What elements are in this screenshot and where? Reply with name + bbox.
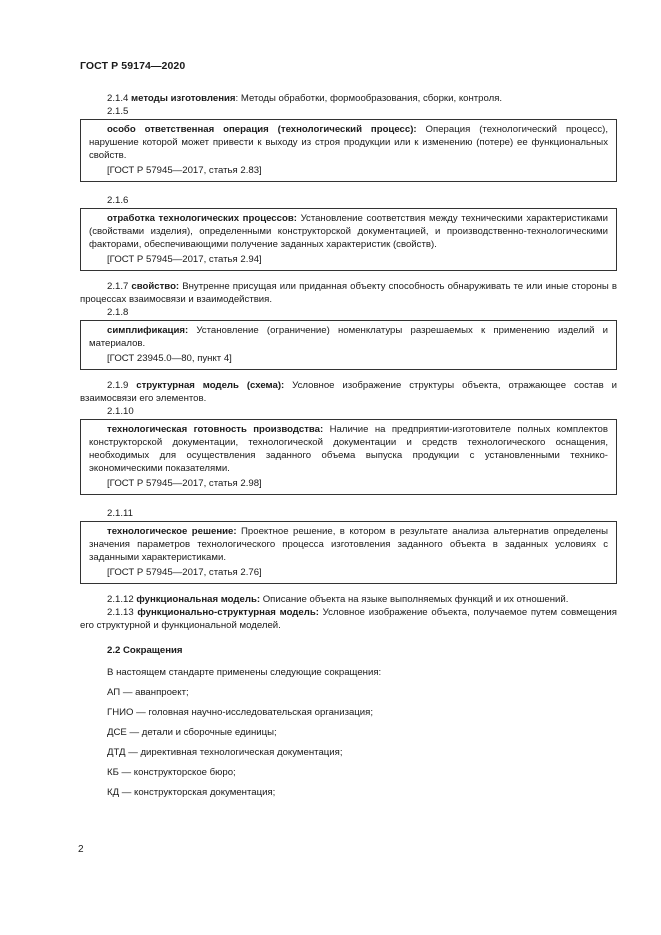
abbreviation-item: АП — аванпроект; — [107, 687, 189, 698]
term-name: функционально-структурная модель: — [137, 607, 319, 618]
term-source: [ГОСТ Р 57945—2017, статья 2.83] — [107, 165, 262, 176]
term-name: технологическая готовность производства: — [107, 424, 324, 435]
term-source: [ГОСТ Р 57945—2017, статья 2.76] — [107, 567, 262, 578]
term-source: [ГОСТ Р 57945—2017, статья 2.94] — [107, 254, 262, 265]
term-name: функциональная модель: — [136, 594, 261, 605]
term-number-2-1-8: 2.1.8 — [107, 307, 129, 318]
term-name: методы изготовления — [131, 93, 236, 104]
section-title: 2.2 Сокращения — [107, 645, 183, 656]
term-2-1-9: 2.1.9 структурная модель (схема): Условное изображение структуры объекта, отражающее состав и взаимосвязи его элементов. — [80, 380, 617, 404]
term-source: [ГОСТ Р 57945—2017, статья 2.98] — [107, 478, 262, 489]
term-number-2-1-11: 2.1.11 — [107, 508, 133, 519]
term-box-2-1-8 — [80, 320, 617, 370]
term-name: отработка технологических процессов: — [107, 213, 297, 224]
term-2-1-4: 2.1.4 методы изготовления: Методы обработки, формообразования, сборки, контроля. — [107, 93, 503, 104]
term-2-1-7: 2.1.7 свойство: Внутренне присущая или приданная объекту способность обнаруживать те или иные стороны в процессах взаимосвязи и взаимодействия. — [80, 281, 617, 305]
term-2-1-12: 2.1.12 функциональная модель: Описание объекта на языке выполняемых функций и их отношений. — [107, 594, 569, 605]
term-number-2-1-10: 2.1.10 — [107, 406, 134, 417]
abbreviation-item: ГНИО — головная научно-исследовательская организация; — [107, 707, 374, 718]
term-source: [ГОСТ 23945.0—80, пункт 4] — [107, 353, 232, 364]
term-definition: симплификация: Установление (ограничение) номенклатуры разрешаемых к применению изделий и материалов. — [89, 325, 608, 349]
term-number-2-1-6: 2.1.6 — [107, 195, 129, 206]
term-name: структурная модель (схема): — [136, 380, 285, 391]
term-definition: технологическое решение: Проектное решение, в котором в результате анализа альтернатив определены значения параметров технологического процесса изготовления заданного объекта в заданных условиях с заданными характеристиками. — [89, 526, 608, 563]
abbreviation-item: КБ — конструкторское бюро; — [107, 767, 236, 778]
term-box-2-1-10 — [80, 419, 617, 495]
term-box-2-1-11 — [80, 521, 617, 584]
abbreviation-item: КД — конструкторская документация; — [107, 787, 276, 798]
term-box-2-1-5 — [80, 119, 617, 182]
term-definition: особо ответственная операция (технологический процесс): Операция (технологический процесс), нарушение которой может привести к выходу из строя продукции или к изменению (потере) ее функциональных свойств. — [89, 124, 608, 161]
abbreviation-item: ДТД — директивная технологическая документация; — [107, 747, 343, 758]
term-name: технологическое решение: — [107, 526, 237, 537]
term-name: симплификация: — [107, 325, 189, 336]
term-number-2-1-5: 2.1.5 — [107, 106, 129, 117]
term-2-1-13: 2.1.13 функционально-структурная модель: Условное изображение объекта, получаемое путем совмещения его структурной и функциональной моделей. — [80, 607, 617, 631]
abbreviation-item: ДСЕ — детали и сборочные единицы; — [107, 727, 277, 738]
term-definition: отработка технологических процессов: Установление соответствия между техническими характеристиками (свойствами изделия), определенными конструкторской документацией, и производственно-технологическими факторами, обеспечивающими получение заданных характеристик (свойств). — [89, 213, 608, 250]
page-header: ГОСТ Р 59174—2020 — [80, 60, 186, 72]
term-name: свойство: — [131, 281, 180, 292]
section-intro: В настоящем стандарте применены следующие сокращения: — [107, 667, 382, 678]
term-box-2-1-6 — [80, 208, 617, 271]
term-definition: технологическая готовность производства: Наличие на предприятии-изготовителе полных комплектов конструкторской документации, технологической документации и средств технологического оснащения, необходимых для осуществления заданного объема выпуска продукции с установленными технико-экономическими показателями. — [89, 424, 608, 474]
page-content — [80, 92, 617, 799]
page-number: 2 — [78, 844, 84, 855]
term-name: особо ответственная операция (технологический процесс): — [107, 124, 417, 135]
